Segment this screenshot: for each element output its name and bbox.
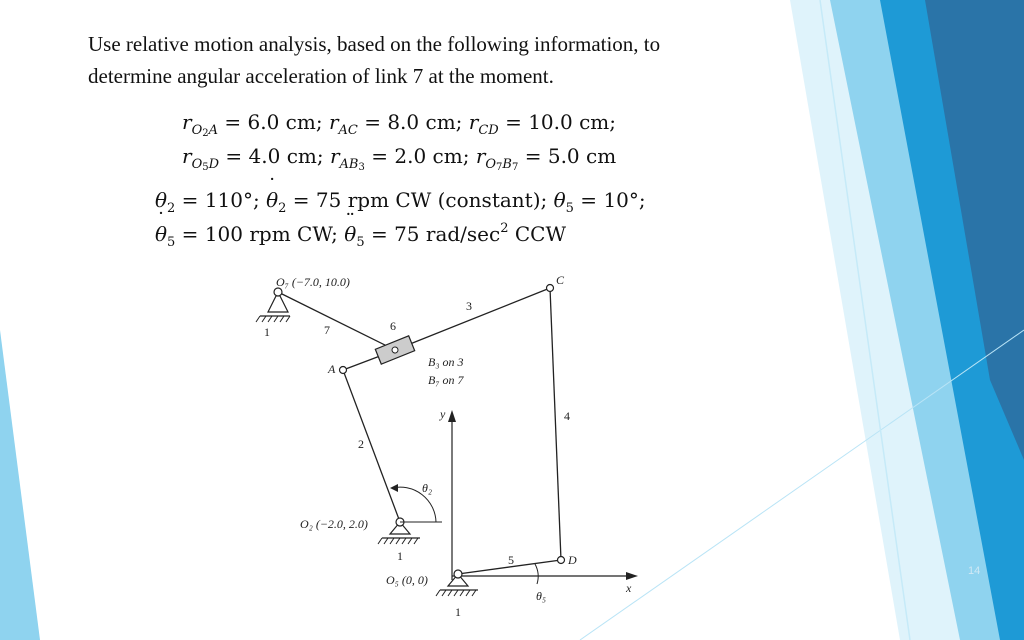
joint-a	[340, 367, 347, 374]
slider-block-6	[375, 336, 414, 364]
theta5-arc	[535, 564, 538, 584]
r-o2a-value: 6.0 cm	[247, 110, 316, 134]
label-link-5: 5	[508, 553, 514, 567]
link-7	[278, 292, 395, 350]
question-line-2: determine angular acceleration of link 7 at the moment.	[88, 64, 554, 88]
label-link-6: 6	[390, 319, 396, 333]
label-c: C	[556, 273, 565, 287]
theta2-dot-value: 75 rpm CW (constant)	[315, 188, 541, 212]
label-theta2: θ₂	[422, 481, 433, 495]
ground-o5	[436, 570, 478, 596]
theta5-ddot-value: 75 rad/sec	[394, 222, 501, 246]
r-ab3-value: 2.0 cm	[394, 144, 463, 168]
theta5-ddot-dir: CCW	[514, 222, 567, 246]
label-o2: O₂ (−2.0, 2.0)	[300, 517, 368, 531]
question-line-1: Use relative motion analysis, based on the following information, to	[88, 32, 661, 56]
label-d: D	[568, 553, 577, 567]
y-axis-arrow	[448, 410, 456, 422]
label-link-1c: 1	[455, 605, 461, 619]
label-b3: B₃ on 3	[428, 355, 464, 369]
label-link-3: 3	[466, 299, 472, 313]
label-o5: O₅ (0, 0)	[386, 573, 428, 587]
equation-line-1: $r_{O_2A} = 6.0$ cm; $r_{AC} = 8.0$ cm; $r_{CD} = 10.0$ cm;	[182, 110, 617, 139]
page-number: 14	[968, 565, 981, 577]
theta5-dot-value: 100 rpm CW	[204, 222, 332, 246]
label-link-1b: 1	[397, 549, 403, 563]
r-o5d-value: 4.0 cm	[248, 144, 317, 168]
r-o7b7-value: 5.0 cm	[547, 144, 617, 168]
equation-line-3: $\theta_2 = 110^\circ$; ˙ $\theta_2 = 75$ rpm CW (constant); $\theta_5 = 10^\circ$;	[155, 188, 646, 212]
label-y-axis: y	[440, 407, 446, 421]
joint-c	[547, 285, 554, 292]
r-ac-value: 8.0 cm	[387, 110, 456, 134]
label-theta5: θ₅	[536, 589, 547, 603]
label-b7: B₇ on 7	[428, 373, 464, 387]
label-link-2: 2	[358, 437, 364, 451]
bg-left-wedge	[0, 330, 40, 640]
x-axis-arrow	[626, 572, 638, 580]
theta2-value: 110°	[204, 188, 253, 212]
link-2	[343, 370, 400, 522]
joint-d	[558, 557, 565, 564]
label-link-4: 4	[564, 409, 570, 423]
theta5-value: 10°	[603, 188, 639, 212]
label-link-7: 7	[324, 323, 330, 337]
label-o7: O₇ (−7.0, 10.0)	[276, 275, 350, 289]
label-x-axis: x	[626, 581, 632, 595]
theta2-arrow	[390, 484, 398, 492]
equation-line-4: ˙ $\theta_5 = 100$ rpm CW; ¨ $\theta_5 = 75$ rad/$\sec^2$ CCW	[155, 222, 566, 246]
link-4	[550, 288, 561, 560]
equation-line-2: $r_{O_5D} = 4.0$ cm; $r_{AB_3} = 2.0$ cm; $r_{O_7B_7} = 5.0$ cm	[182, 144, 617, 173]
link-3-lower	[343, 356, 380, 370]
ground-o7	[256, 288, 290, 322]
question-text	[88, 28, 788, 92]
label-link-1a: 1	[264, 325, 270, 339]
link-3	[395, 288, 550, 350]
mechanism-diagram	[230, 270, 650, 640]
r-cd-value: 10.0 cm	[528, 110, 610, 134]
label-a: A	[328, 362, 336, 376]
